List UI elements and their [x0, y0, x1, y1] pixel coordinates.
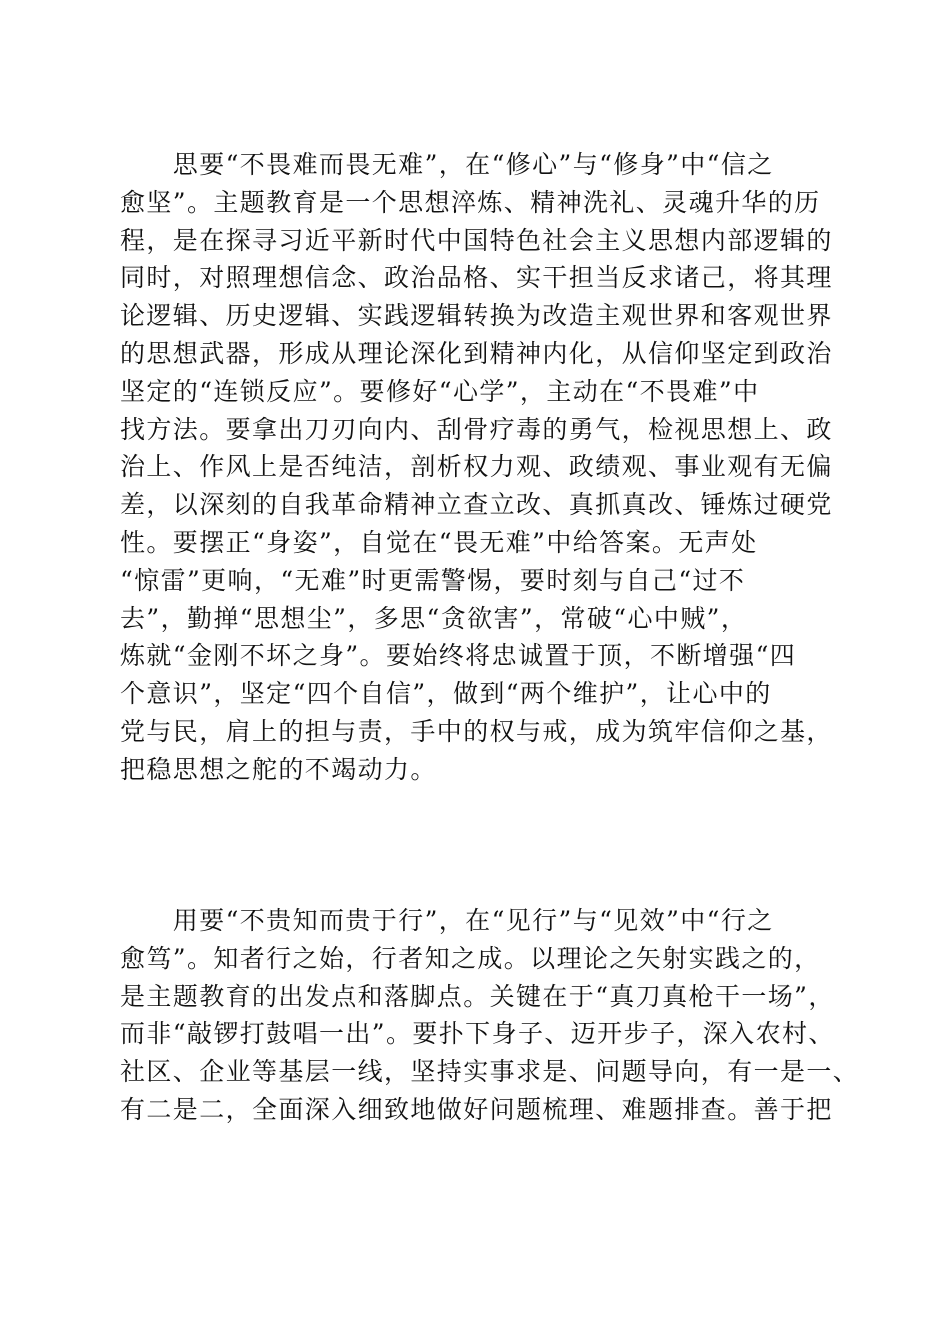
paragraph-line: “惊雷”更响，“无难”时更需警惕，要时刻与自己“过不 [120, 565, 746, 595]
paragraph-line: 炼就“金刚不坏之身”。要始终将忠诚置于顶，不断增强“四 [120, 641, 797, 671]
paragraph-line: 的思想武器，形成从理论深化到精神内化，从信仰坚定到政治 [120, 338, 833, 368]
paragraph-line: 性。要摆正“身姿”，自觉在“畏无难”中给答案。无声处 [120, 527, 758, 557]
paragraph-line: 治上、作风上是否纯洁，剖析权力观、政绩观、事业观有无偏 [120, 452, 833, 482]
paragraph-line: 是主题教育的出发点和落脚点。关键在于“真刀真枪干一场”， [120, 981, 835, 1011]
paragraph-line: 坚定的“连锁反应”。要修好“心学”，主动在“不畏难”中 [120, 376, 760, 406]
paragraph-line: 差，以深刻的自我革命精神立查立改、真抓真改、锤炼过硬党 [120, 490, 833, 520]
paragraph-line: 而非“敲锣打鼓唱一出”。要扑下身子、迈开步子，深入农村、 [120, 1019, 835, 1049]
paragraph-line: 有二是二，全面深入细致地做好问题梳理、难题排查。善于把 [120, 1094, 833, 1124]
paragraph-line: 同时，对照理想信念、政治品格、实干担当反求诸己，将其理 [120, 263, 833, 293]
paragraph-1 [120, 146, 840, 789]
paragraph-line: 用要“不贵知而贵于行”，在“见行”与“见效”中“行之 [120, 906, 774, 935]
paragraph-2 [120, 902, 860, 1129]
paragraph-line: 把稳思想之舵的不竭动力。 [120, 754, 437, 784]
paragraph-line: 个意识”，坚定“四个自信”，做到“两个维护”，让心中的 [120, 679, 772, 709]
paragraph-line: 愈笃”。知者行之始，行者知之成。以理论之矢射实践之的， [120, 943, 821, 973]
paragraph-line: 论逻辑、历史逻辑、实践逻辑转换为改造主观世界和客观世界 [120, 301, 833, 331]
paragraph-line: 程，是在探寻习近平新时代中国特色社会主义思想内部逻辑的 [120, 225, 833, 255]
paragraph-line: 思要“不畏难而畏无难”，在“修心”与“修身”中“信之 [120, 150, 774, 179]
paragraph-line: 去”，勤掸“思想尘”，多思“贪欲害”，常破“心中贼”， [120, 603, 748, 633]
paragraph-line: 找方法。要拿出刀刃向内、刮骨疗毒的勇气，检视思想上、政 [120, 414, 833, 444]
paragraph-line: 社区、企业等基层一线，坚持实事求是、问题导向，有一是一、 [120, 1057, 860, 1087]
paragraph-line: 党与民，肩上的担与责，手中的权与戒，成为筑牢信仰之基， [120, 716, 833, 746]
paragraph-line: 愈坚”。主题教育是一个思想淬炼、精神洗礼、灵魂升华的历 [120, 187, 821, 217]
